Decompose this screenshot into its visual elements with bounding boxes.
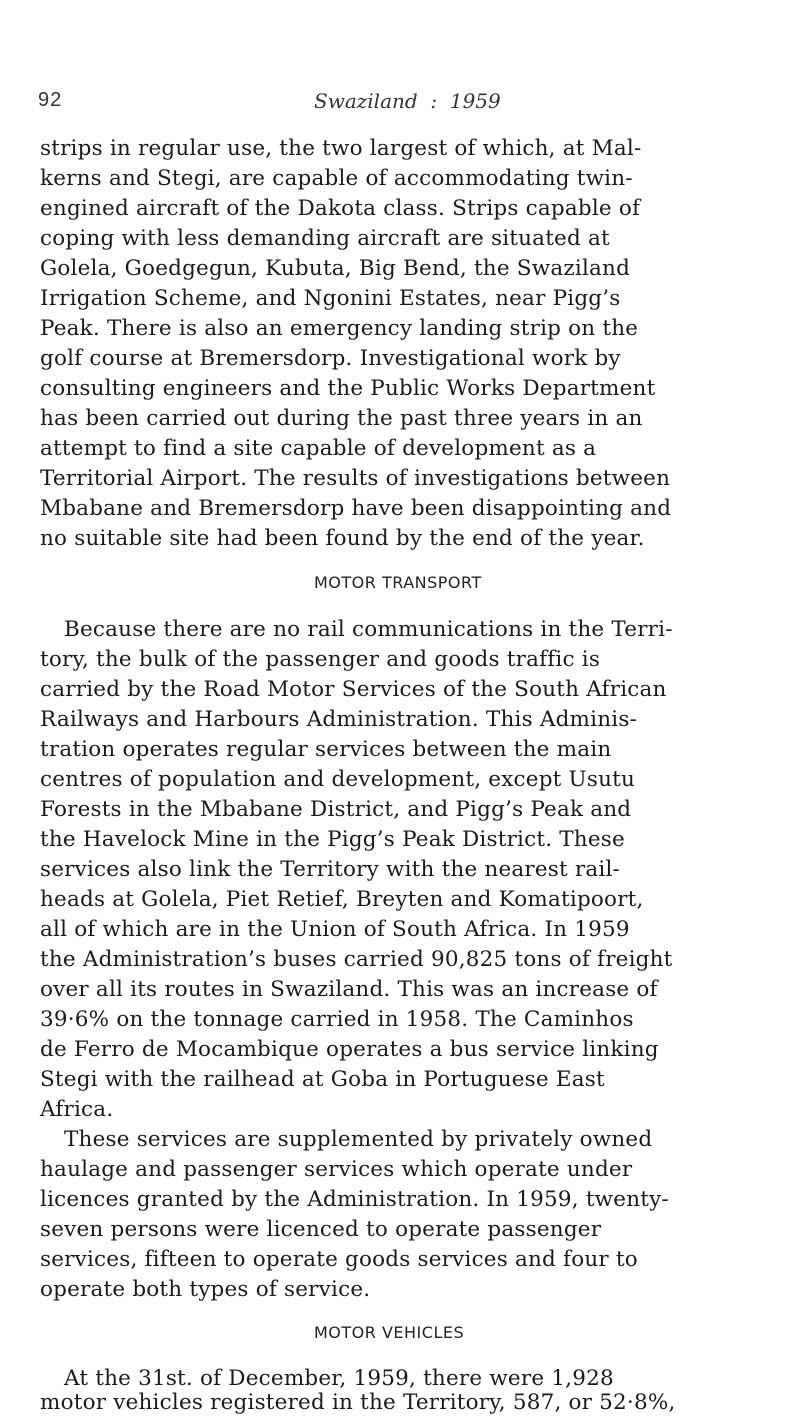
text-line: licences granted by the Administration. In 1959, twenty- xyxy=(40,1187,669,1212)
text-line: 39·6% on the tonnage carried in 1958. The Caminhos xyxy=(40,1007,634,1032)
text-line: seven persons were licenced to operate passenger xyxy=(40,1217,602,1242)
text-line: motor vehicles registered in the Territory, 587, or 52·8%, xyxy=(40,1390,676,1415)
text-line: Territorial Airport. The results of investigations between xyxy=(40,466,671,491)
text-line: no suitable site had been found by the end of the year. xyxy=(40,526,645,551)
text-line: Because there are no rail communications in the Terri- xyxy=(64,617,673,642)
section-heading-motor-vehicles: MOTOR VEHICLES xyxy=(314,1323,465,1342)
text-line: carried by the Road Motor Services of the South African xyxy=(40,677,667,702)
page-number: 92 xyxy=(38,89,63,111)
text-line: tration operates regular services between the main xyxy=(40,737,612,762)
text-line: golf course at Bremersdorp. Investigational work by xyxy=(40,346,621,371)
text-line: Golela, Goedgegun, Kubuta, Big Bend, the Swaziland xyxy=(40,256,631,281)
section-heading-motor-transport: MOTOR TRANSPORT xyxy=(314,573,482,592)
text-line: engined aircraft of the Dakota class. Strips capable of xyxy=(40,196,641,221)
text-line: heads at Golela, Piet Retief, Breyten and Komatipoort, xyxy=(40,887,644,912)
text-line: consulting engineers and the Public Works Department xyxy=(40,376,656,401)
text-line: tory, the bulk of the passenger and goods traffic is xyxy=(40,647,601,672)
text-line: Africa. xyxy=(40,1097,114,1122)
text-line: the Havelock Mine in the Pigg’s Peak District. These xyxy=(40,827,625,852)
text-line: attempt to find a site capable of development as a xyxy=(40,436,597,461)
text-line: Mbabane and Bremersdorp have been disappointing and xyxy=(40,496,672,521)
running-title: Swaziland : 1959 xyxy=(314,89,501,113)
text-line: services also link the Territory with the nearest rail- xyxy=(40,857,621,882)
text-line: Irrigation Scheme, and Ngonini Estates, near Pigg’s xyxy=(40,286,621,311)
text-line: kerns and Stegi, are capable of accommodating twin- xyxy=(40,166,633,191)
text-line: Railways and Harbours Administration. This Adminis- xyxy=(40,707,638,732)
text-line: coping with less demanding aircraft are situated at xyxy=(40,226,610,251)
text-line: de Ferro de Mocambique operates a bus service linking xyxy=(40,1037,659,1062)
text-line: has been carried out during the past three years in an xyxy=(40,406,643,431)
text-line: services, fifteen to operate goods services and four to xyxy=(40,1247,638,1272)
text-line: Forests in the Mbabane District, and Pigg’s Peak and xyxy=(40,797,632,822)
text-line: At the 31st. of December, 1959, there were 1,928 xyxy=(64,1366,614,1391)
text-line: centres of population and development, except Usutu xyxy=(40,767,636,792)
text-line: operate both types of service. xyxy=(40,1277,371,1302)
text-line: all of which are in the Union of South Africa. In 1959 xyxy=(40,917,630,942)
text-line: These services are supplemented by privately owned xyxy=(64,1127,653,1152)
text-line: the Administration’s buses carried 90,825 tons of freight xyxy=(40,947,673,972)
text-line: Stegi with the railhead at Goba in Portuguese East xyxy=(40,1067,605,1092)
page-header xyxy=(38,89,738,119)
text-line: haulage and passenger services which operate under xyxy=(40,1157,633,1182)
text-line: Peak. There is also an emergency landing strip on the xyxy=(40,316,639,341)
text-line: strips in regular use, the two largest of which, at Mal- xyxy=(40,136,642,161)
text-line: over all its routes in Swaziland. This was an increase of xyxy=(40,977,658,1002)
